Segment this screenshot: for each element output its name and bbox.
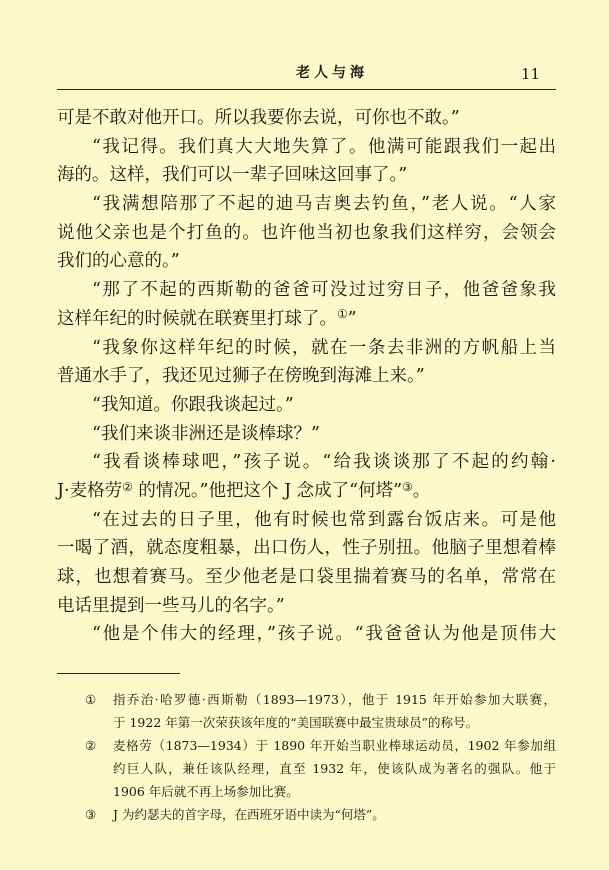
text-line-13: “我看谈棒球吧，”孩子说。“给我谈谈那了不起的约翰· — [92, 452, 556, 473]
footnote-marker: ② — [85, 738, 97, 753]
text-line-9: “我象你这样年纪的时候，就在一条去非洲的方帆船上当 — [92, 337, 556, 358]
text-segment: J·麦格劳 — [57, 480, 123, 501]
text-line-1: 可是不敢对他开口。所以我要你去说，可你也不敢。” — [57, 108, 460, 128]
footnote-ref-3: ③ — [402, 479, 413, 494]
text-line-7: “那了不起的西斯勒的爸爸可没过过穷日子，他爸爸象我 — [92, 280, 556, 301]
footnote-2 — [0, 734, 609, 803]
footnote-3 — [0, 803, 609, 826]
body-text — [57, 104, 556, 649]
text-line-5: 说他父亲也是个打鱼的。也许他当初也象我们这样穷，会领会 — [57, 222, 556, 243]
text-line-19: “他是个伟大的经理，”孩子说。“我爸爸认为他是顶伟大 — [92, 624, 556, 645]
text-segment: ” — [347, 308, 357, 329]
footnote-line: 指乔治·哈罗德·西斯勒（1893—1973），他于 1915 年开始参加大联赛， — [113, 692, 556, 707]
running-head-title: 老人与海 — [296, 65, 368, 81]
footnote-ref-2: ② — [122, 479, 133, 494]
text-line-2: “我记得。我们真大大地失算了。他满可能跟我们一起出 — [92, 136, 556, 157]
footnote-line: 1906 年后就不再上场参加比赛。 — [113, 784, 299, 799]
footnote-line: 约巨人队，兼任该队经理，直至 1932 年，使该队成为著名的强队。他于 — [113, 761, 556, 776]
footnotes — [0, 688, 609, 826]
footnote-1 — [0, 688, 609, 734]
footnote-ref-1: ① — [337, 307, 348, 322]
text-segment: 的情况。”他把这个 J 念成了“何塔” — [132, 480, 403, 501]
footnote-line: 麦格劳（1873—1934）于 1890 年开始当职业棒球运动员，1902 年参加组 — [113, 738, 556, 753]
text-segment: 这样年纪的时候就在联赛里打球了。 — [57, 308, 337, 329]
footnote-marker: ① — [85, 692, 97, 707]
text-segment: 。 — [412, 480, 431, 501]
footnote-rule — [57, 673, 180, 674]
text-line-17: 球，也想着赛马。至少他老是口袋里揣着赛马的名单，常常在 — [57, 567, 556, 587]
text-line-14 — [57, 477, 556, 506]
text-line-3: 海的。这样，我们可以一辈子回味这回事了。” — [57, 165, 408, 186]
text-line-15: “在过去的日子里，他有时候也常到露台饭店来。可是他 — [92, 509, 556, 530]
header-rule — [57, 89, 556, 90]
page-number: 11 — [521, 65, 541, 83]
text-line-11: “我知道。你跟我谈起过。” — [92, 394, 294, 415]
text-line-6: 我们的心意的。” — [57, 251, 180, 272]
text-line-16: 一喝了酒，就态度粗暴，出口伤人，性子别扭。他脑子里想着棒 — [57, 538, 556, 559]
text-line-4: “我满想陪那了不起的迪马吉奥去钓鱼，”老人说。“人家 — [92, 194, 556, 215]
text-line-8 — [57, 305, 556, 334]
text-line-10: 普通水手了，我还见过狮子在傍晚到海滩上来。” — [57, 366, 425, 387]
footnote-line: 于 1922 年第一次荣获该年度的“美国联赛中最宝贵球员”的称号。 — [113, 715, 479, 730]
text-line-18: 电话里提到一些马儿的名字。” — [57, 595, 285, 616]
footnote-line: J 为约瑟夫的首字母，在西班牙语中读为“何塔”。 — [113, 807, 385, 822]
text-line-12: “我们来谈非洲还是谈棒球？” — [92, 423, 320, 444]
footnote-marker: ③ — [85, 807, 97, 822]
